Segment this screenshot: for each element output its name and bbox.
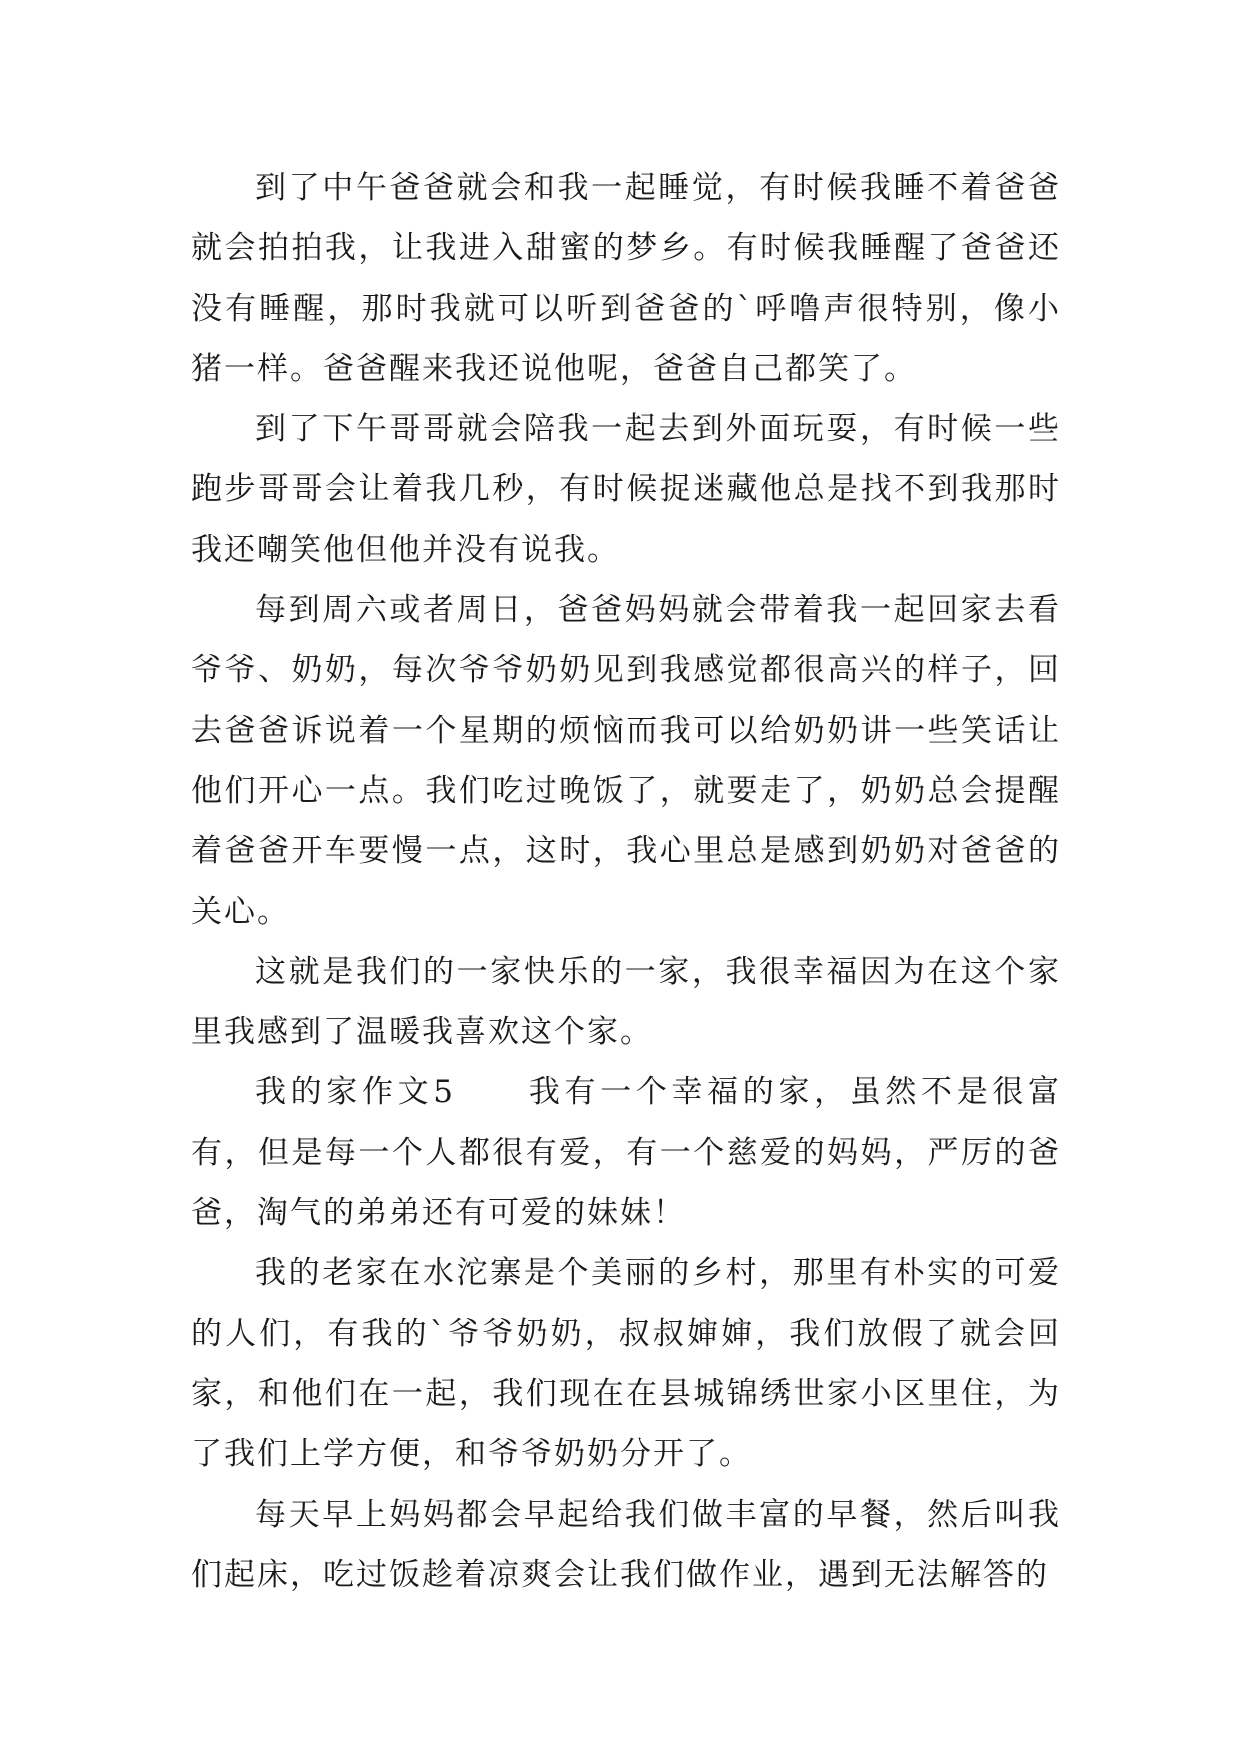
document-body (191, 158, 1061, 1605)
paragraph-hometown: 我的老家在水沱寨是个美丽的乡村，那里有朴实的可爱的人们，有我的`爷爷奶奶，叔叔婶婶，我们放假了就会回家，和他们在一起，我们现在在县城锦绣世家小区里住，为了我们上学方便，和爷爷奶奶分开了。 (191, 1255, 1061, 1473)
paragraph-morning-breakfast: 每天早上妈妈都会早起给我们做丰富的早餐，然后叫我们起床，吃过饭趁着凉爽会让我们做作业，遇到无法解答的 (191, 1496, 1061, 1593)
paragraph-happy-family: 这就是我们的一家快乐的一家，我很幸福因为在这个家里我感到了温暖我喜欢这个家。 (191, 953, 1061, 1051)
paragraph-weekend-grandparents: 每到周六或者周日，爸爸妈妈就会带着我一起回家去看爷爷、奶奶，每次爷爷奶奶见到我感觉都很高兴的样子，回去爸爸诉说着一个星期的烦恼而我可以给奶奶讲一些笑话让他们开心一点。我们吃过晚饭了，就要走了，奶奶总会提醒着爸爸开车要慢一点，这时，我心里总是感到奶奶对爸爸的关心。 (191, 592, 1061, 930)
paragraph-afternoon-brother: 到了下午哥哥就会陪我一起去到外面玩耍，有时候一些跑步哥哥会让着我几秒，有时候捉迷藏他总是找不到我那时我还嘲笑他但他并没有说我。 (191, 411, 1061, 568)
paragraph-essay-5-intro: 我的家作文5 我有一个幸福的家，虽然不是很富有，但是每一个人都很有爱，有一个慈爱的妈妈，严厉的爸爸，淘气的弟弟还有可爱的妹妹！ (191, 1074, 1061, 1232)
paragraph-noon-nap: 到了中午爸爸就会和我一起睡觉，有时候我睡不着爸爸就会拍拍我，让我进入甜蜜的梦乡。有时候我睡醒了爸爸还没有睡醒，那时我就可以听到爸爸的`呼噜声很特别，像小猪一样。爸爸醒来我还说他呢，爸爸自己都笑了。 (191, 170, 1061, 387)
